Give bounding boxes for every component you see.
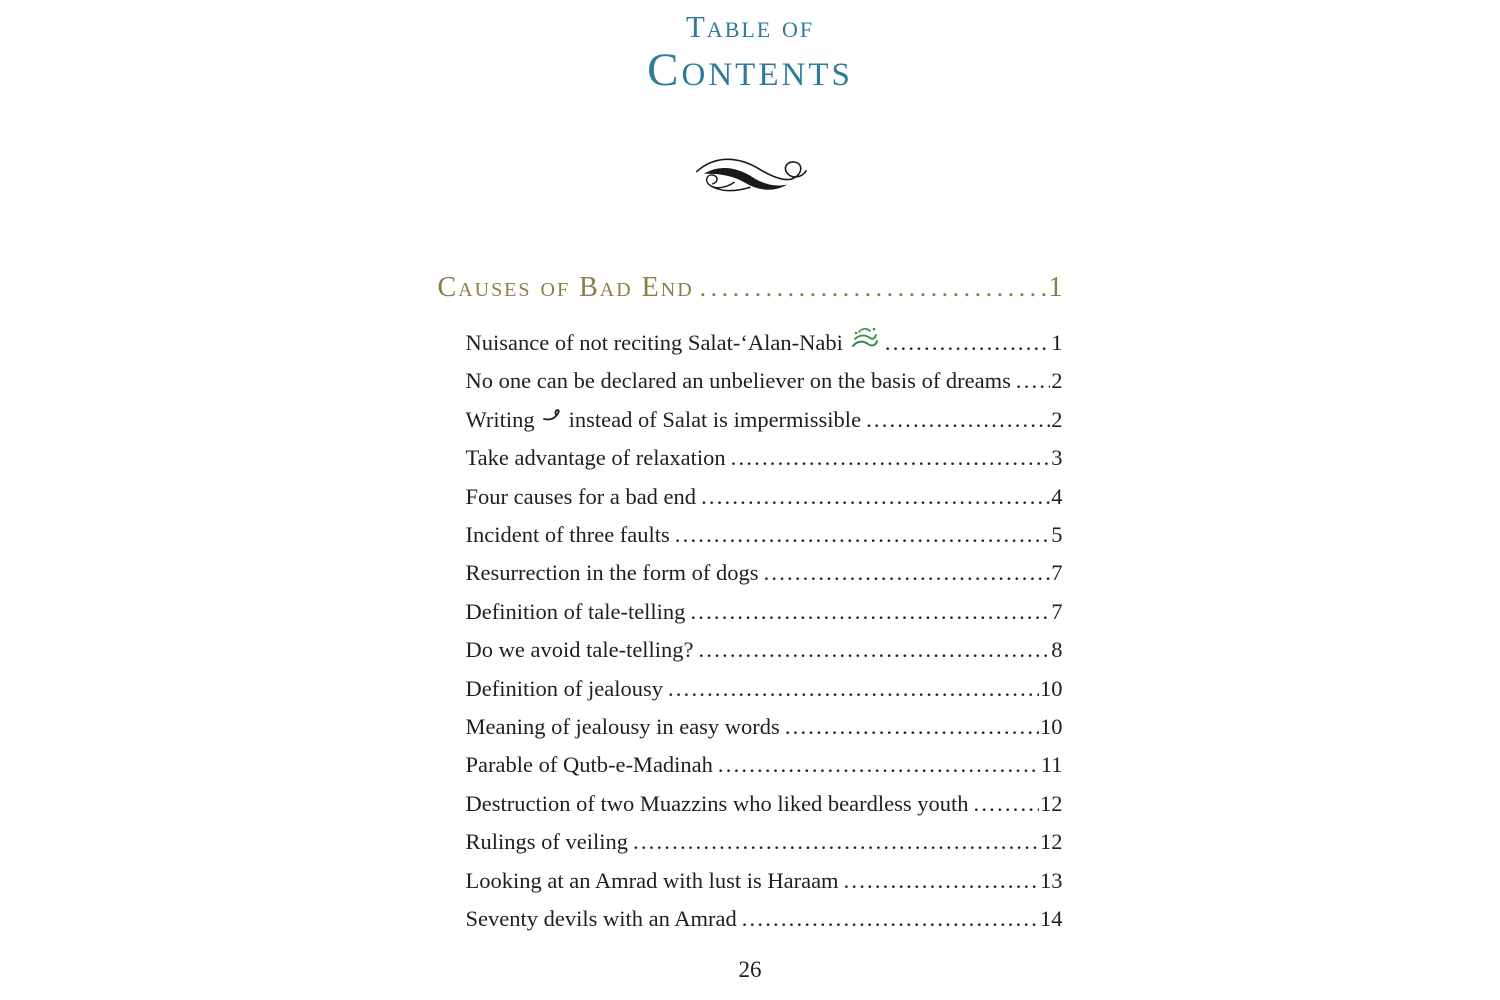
dot-leader — [731, 439, 1051, 477]
toc-entry-label: Meaning of jealousy in easy words — [465, 714, 780, 740]
toc-entry-label-cont: instead of Salat is impermissible — [568, 406, 862, 432]
toc-entry — [466, 631, 1063, 669]
toc-entry — [466, 746, 1063, 784]
swirl-ornament-icon — [691, 150, 809, 196]
toc-entry — [466, 324, 1063, 362]
toc-entry-page: 11 — [1040, 752, 1063, 778]
dot-leader — [668, 670, 1039, 708]
toc-entry-page: 12 — [1040, 829, 1063, 855]
toc-entry-page: 13 — [1040, 867, 1063, 893]
toc-entry — [466, 708, 1063, 746]
toc-entry-label: Definition of tale-telling — [465, 598, 686, 624]
toc-entry-page: 8 — [1051, 637, 1063, 663]
toc-entry-page: 3 — [1051, 445, 1063, 471]
toc-entry-label: Definition of jealousy — [465, 675, 663, 701]
toc-entry-page: 1 — [1051, 330, 1063, 355]
toc-entry-page: 10 — [1040, 675, 1063, 701]
toc-section-label: Causes of Bad End — [437, 272, 694, 303]
dot-leader — [885, 324, 1050, 362]
toc-entry-page: 7 — [1051, 560, 1063, 586]
dot-leader — [742, 900, 1039, 938]
page-title-line2: Contents — [647, 44, 853, 96]
toc-entry-label: Parable of Qutb-e-Madinah — [465, 752, 713, 778]
toc-entry — [466, 670, 1063, 708]
toc-entry-label: Rulings of veiling — [465, 829, 628, 855]
toc-entry-list — [438, 324, 1063, 939]
toc-entry-label: Looking at an Amrad with lust is Haraam — [465, 867, 839, 893]
toc-entry-label: Four causes for a bad end — [465, 483, 697, 509]
toc-entry — [466, 593, 1063, 631]
dot-leader — [844, 862, 1039, 900]
dot-leader — [866, 401, 1050, 439]
dot-leader — [764, 554, 1051, 592]
toc-section-heading — [438, 268, 1063, 308]
toc-entry-label: Writing — [465, 406, 535, 432]
toc-entry — [466, 823, 1063, 861]
toc-entry — [466, 439, 1063, 477]
toc-entry — [466, 785, 1063, 823]
toc-entry-page: 5 — [1051, 522, 1063, 548]
toc-entry — [466, 401, 1063, 439]
toc-entry-page: 2 — [1051, 368, 1063, 394]
dot-leader — [700, 268, 1048, 308]
dot-leader — [690, 593, 1050, 631]
toc-section-page: 1 — [1048, 272, 1063, 303]
toc-entry-page: 14 — [1040, 906, 1063, 932]
sallallahu-alayhi-wasallam-icon — [850, 325, 880, 363]
toc-entry-page: 2 — [1051, 406, 1063, 432]
page-title-line1: Table of — [685, 9, 815, 44]
toc-entry — [466, 554, 1063, 592]
toc-column — [438, 268, 1063, 939]
dot-leader — [974, 785, 1039, 823]
toc-entry-label: Incident of three faults — [465, 522, 670, 548]
dot-leader — [1016, 362, 1050, 400]
dot-leader — [675, 516, 1050, 554]
toc-entry-label: Resurrection in the form of dogs — [465, 560, 759, 586]
toc-entry — [466, 900, 1063, 938]
dot-leader — [633, 823, 1039, 861]
dot-leader — [785, 708, 1039, 746]
toc-entry — [466, 516, 1063, 554]
dot-leader — [718, 746, 1040, 784]
toc-entry-page: 12 — [1040, 790, 1063, 816]
toc-entry-page: 4 — [1051, 483, 1063, 509]
toc-entry-page: 10 — [1040, 714, 1063, 740]
toc-entry-label: Do we avoid tale-telling? — [465, 637, 694, 663]
toc-entry-page: 7 — [1051, 598, 1063, 624]
toc-entry-label: Destruction of two Muazzins who liked beardless youth — [465, 790, 969, 816]
toc-entry-label: No one can be declared an unbeliever on the basis of dreams — [465, 368, 1011, 394]
dot-leader — [701, 478, 1050, 516]
toc-entry — [466, 478, 1063, 516]
toc-entry-label: Nuisance of not reciting Salat-‘Alan-Nabi — [465, 330, 843, 355]
toc-entry-label: Seventy devils with an Amrad — [465, 906, 737, 932]
saad-letter-icon — [543, 395, 561, 433]
toc-entry-label: Take advantage of relaxation — [465, 445, 726, 471]
flourish-ornament — [691, 150, 809, 196]
dot-leader — [699, 631, 1051, 669]
toc-entry — [466, 862, 1063, 900]
folio-page-number: 26 — [738, 956, 762, 982]
